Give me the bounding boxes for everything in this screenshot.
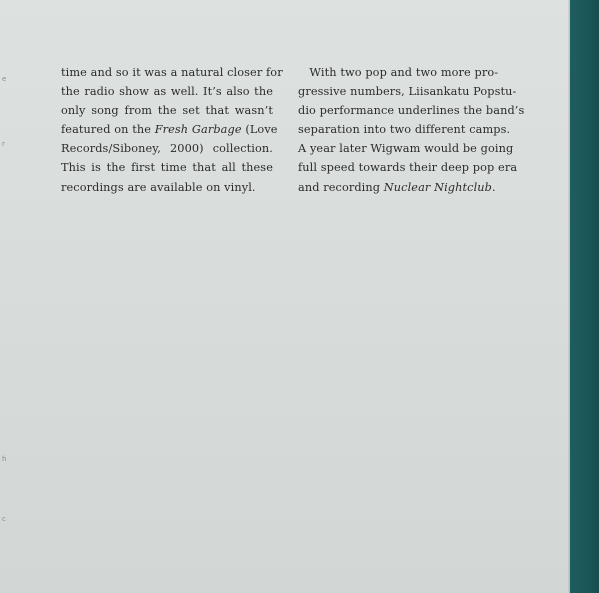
edge-mark: r (2, 140, 5, 148)
text-fragment: . (492, 180, 496, 194)
right-text-column (298, 63, 525, 197)
text-line: Records/Siboney, 2000) collection. (61, 142, 273, 156)
text-line: only song from the set that wasn’t (61, 104, 273, 118)
text-line: dio performance underlines the band’s (298, 104, 525, 118)
album-title-nuclear-nightclub: Nuclear Nightclub (383, 180, 493, 194)
text-fragment: featured on the (61, 123, 155, 137)
booklet-spine (570, 0, 599, 593)
text-line: separation into two different camps. (298, 123, 511, 137)
text-line: With two pop and two more pro- (298, 66, 499, 79)
text-line: full speed towards their deep pop era (298, 161, 518, 175)
album-title-fresh-garbage: Fresh Garbage (154, 123, 242, 137)
edge-mark: c (2, 515, 6, 523)
text-fragment: (Love (241, 123, 278, 137)
edge-mark: h (2, 455, 7, 463)
text-line (61, 120, 278, 139)
text-line: recordings are available on vinyl. (61, 180, 256, 194)
text-line: the radio show as well. It’s also the (61, 85, 273, 99)
text-line (298, 178, 510, 197)
text-fragment: and recording (298, 180, 384, 194)
edge-mark: e (2, 75, 7, 83)
text-line: A year later Wigwam would be going (298, 142, 514, 156)
text-line: This is the first time that all these (61, 161, 273, 175)
text-line: time and so it was a natural closer for (61, 66, 283, 79)
left-text-column (61, 63, 283, 197)
text-line: gressive numbers, Liisankatu Popstu- (298, 85, 517, 99)
